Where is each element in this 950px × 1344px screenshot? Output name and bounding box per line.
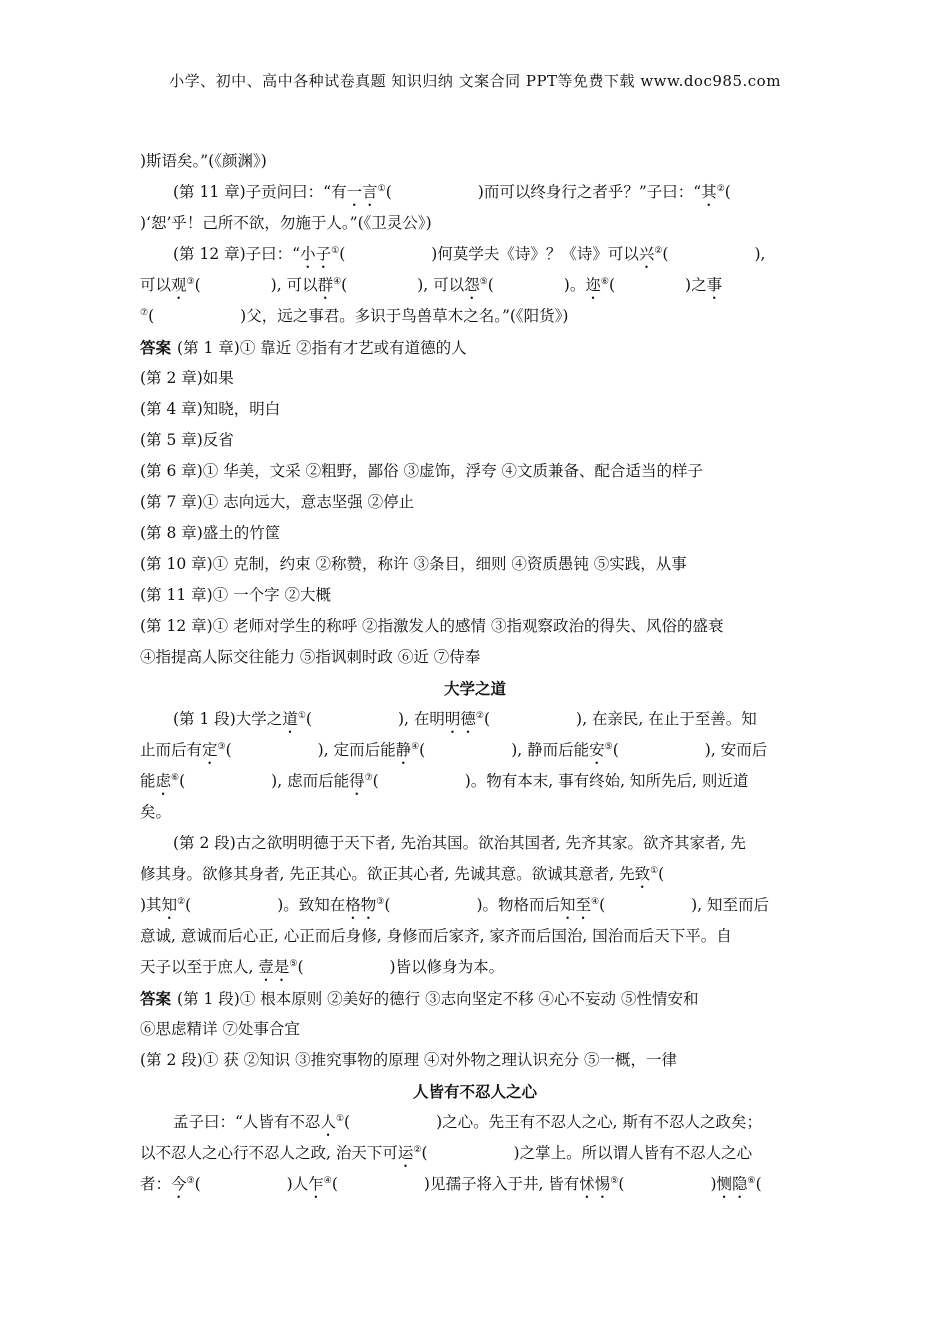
emphasized-word: 迩 (585, 276, 601, 294)
answer-line: (第 12 章)① 老师对学生的称呼 ②指激发人的感情 ③指观察政治的得失、风俗的盛衰 (140, 617, 724, 635)
emphasized-word: 兴 (638, 245, 655, 263)
emphasized-word: 运 (397, 1144, 414, 1162)
emphasized-word: 得 (349, 772, 365, 790)
text-line: 止而后有定③( ), 定而后能静④( ), 静而后能安⑤( ), 安而后 (140, 741, 768, 759)
text-line: (第 1 段)大学之道①( ), 在明明德②( ), 在亲民, 在止于至善。知 (173, 710, 757, 728)
emphasized-word: 事 (706, 276, 723, 294)
answer-line: (第 7 章)① 志向远大，意志坚强 ②停止 (140, 493, 415, 511)
answer-line: ④指提高人际交往能力 ⑤指讽刺时政 ⑥近 ⑦侍奉 (140, 648, 481, 666)
answer-line: (第 4 章)知晓，明白 (140, 400, 281, 418)
emphasized-word: 壹是 (258, 958, 290, 976)
document-body (140, 146, 810, 1200)
text-line: (第 11 章)子贡问曰：“有一言①( )而可以终身行之者乎？”子曰：“其②( (173, 183, 731, 201)
text-line: 以不忍人之心行不忍人之政, 治天下可运②( )之掌上。所以谓人皆有不忍人之心 (140, 1144, 753, 1162)
answer-line: (第 8 章)盛土的竹筐 (140, 524, 281, 542)
emphasized-word: 小子 (300, 245, 332, 263)
text-line: )‘恕’乎！己所不欲，勿施于人。”(《卫灵公》) (140, 214, 432, 232)
answer-line: ⑥思虑精详 ⑦处事合宜 (140, 1020, 300, 1038)
emphasized-word: 群 (317, 276, 334, 294)
emphasized-word: 今 (171, 1175, 187, 1193)
emphasized-word: 怨 (464, 276, 480, 294)
emphasized-word: 静 (395, 741, 412, 759)
emphasized-word: 一言 (346, 183, 378, 201)
emphasized-word: 乍 (308, 1175, 324, 1193)
answer-line: (第 2 章)如果 (140, 369, 234, 387)
emphasized-word: 知至 (560, 896, 592, 914)
answer-line: 答案 (第 1 章)① 靠近 ②指有才艺或有道德的人 (140, 338, 467, 357)
section-title: 人皆有不忍人之心 (412, 1082, 537, 1101)
text-line: 意诚, 意诚而后心正, 心正而后身修, 身修而后家齐, 家齐而后国治, 国治而后天下平。自 (140, 927, 732, 945)
emphasized-word: 观 (171, 276, 187, 294)
emphasized-word: 人 (320, 1113, 336, 1131)
text-line: ⑦( )父，远之事君。多识于鸟兽草木之名。”(《阳货》) (140, 307, 569, 325)
emphasized-word: 道 (282, 710, 298, 728)
emphasized-word: 虑 (155, 772, 172, 790)
text-line: 天子以至于庶人, 壹是⑤( )皆以修身为本。 (140, 958, 505, 976)
emphasized-word: 怵惕 (579, 1175, 611, 1193)
emphasized-word: 安 (589, 741, 605, 759)
emphasized-word: 格物 (345, 896, 377, 914)
answer-label: 答案 (140, 989, 172, 1008)
emphasized-word: 其 (701, 183, 717, 201)
text-line: 可以观③( ), 可以群④( ), 可以怨⑤( )。迩⑥( )之事 (140, 276, 723, 294)
text-line: 矣。 (140, 803, 172, 821)
section-title: 大学之道 (443, 679, 506, 698)
text-line: (第 2 段)古之欲明明德于天下者, 先治其国。欲治其国者, 先齐其家。欲齐其家者, 先 (173, 834, 746, 852)
text-line: 孟子曰：“人皆有不忍人①( )之心。先王有不忍人之心, 斯有不忍人之政矣； (173, 1113, 762, 1131)
emphasized-word: 定 (202, 741, 218, 759)
answer-label: 答案 (140, 338, 172, 357)
text-line: 修其身。欲修其身者, 先正其心。欲正其心者, 先诚其意。欲诚其意者, 先致①( (140, 865, 665, 883)
emphasized-word: 明德 (444, 710, 476, 728)
text-line: (第 12 章)子曰：“小子①( )何莫学夫《诗》？《诗》可以兴②( ), (173, 245, 766, 263)
answer-line: 答案 (第 1 段)① 根本原则 ②美好的德行 ③志向坚定不移 ④心不妄动 ⑤性情安和 (140, 989, 699, 1008)
answer-line: (第 11 章)① 一个字 ②大概 (140, 586, 332, 604)
answer-line: (第 6 章)① 华美，文采 ②粗野，鄙俗 ③虚饰，浮夸 ④文质兼备、配合适当的样子 (140, 462, 704, 480)
text-line: )其知②( )。致知在格物③( )。物格而后知至④( ), 知至而后 (140, 896, 770, 914)
text-line: 者：今③( )人乍④( )见孺子将入于井, 皆有怵惕⑤( )恻隐⑥( (140, 1175, 762, 1193)
text-line: )斯语矣。”(《颜渊》) (140, 152, 267, 170)
page-header: 小学、初中、高中各种试卷真题 知识归纳 文案合同 PPT等免费下载 www.doc985.com (169, 72, 781, 90)
emphasized-word: 致 (634, 865, 651, 883)
answer-line: (第 2 段)① 获 ②知识 ③推究事物的原理 ④对外物之理认识充分 ⑤一概，一律 (140, 1051, 677, 1069)
emphasized-word: 知 (161, 896, 178, 914)
answer-line: (第 10 章)① 克制，约束 ②称赞，称许 ③条目，细则 ④资质愚钝 ⑤实践，从事 (140, 555, 687, 573)
text-line: 能虑⑥( ), 虑而后能得⑦( )。物有本末, 事有终始, 知所先后, 则近道 (140, 772, 749, 790)
answer-line: (第 5 章)反省 (140, 431, 234, 449)
emphasized-word: 恻隐 (716, 1175, 748, 1193)
